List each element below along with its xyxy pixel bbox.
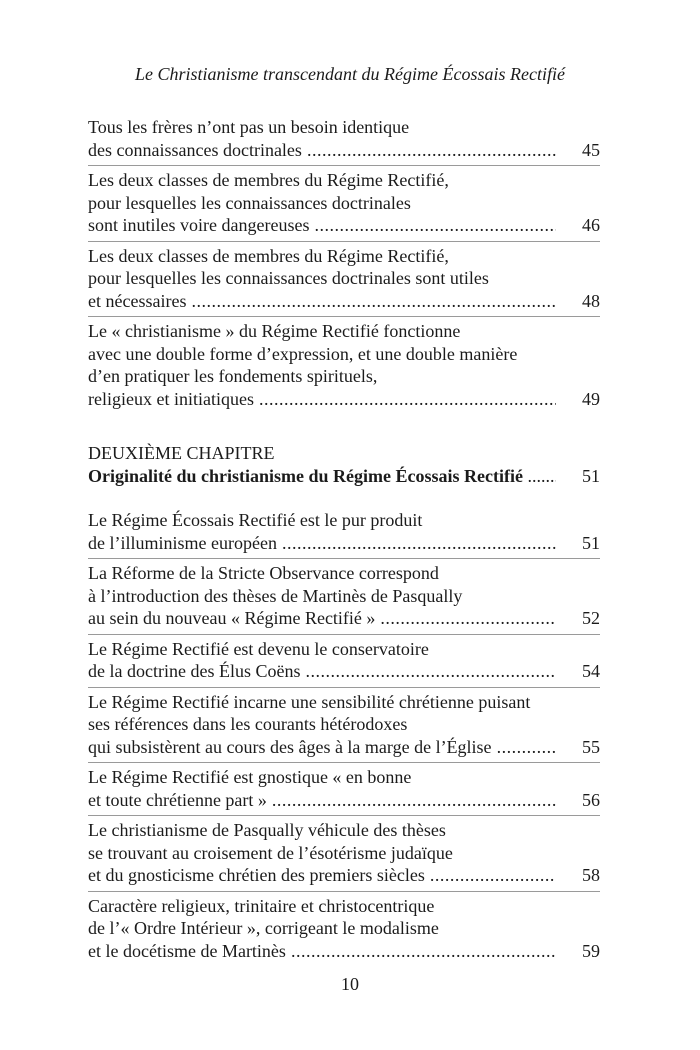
toc-entry (88, 116, 600, 166)
toc-entry-text (88, 116, 556, 161)
toc-entry-line: qui subsistèrent au cours des âges à la marge de l’Église ..... (88, 736, 556, 759)
toc-entry-text (88, 320, 556, 410)
toc-entry-line: à l’introduction des thèses de Martinès de Pasqually (88, 585, 463, 606)
toc-entry (88, 320, 600, 414)
toc-entry (88, 638, 600, 688)
toc-entry-line: des connaissances doctrinales ..... (88, 139, 556, 162)
toc-entry (88, 245, 600, 318)
chapter-heading (88, 442, 600, 487)
toc-entry-text (88, 509, 556, 554)
toc-entry-line: d’en pratiquer les fondements spirituels, (88, 366, 378, 386)
toc-entry-line: de la doctrine des Élus Coëns ..... (88, 660, 556, 683)
toc-entry-text (88, 562, 556, 630)
toc-entry-line: Caractère religieux, trinitaire et christocentrique (88, 895, 435, 916)
toc-page-number: 59 (582, 940, 600, 961)
chapter-title-row (88, 465, 600, 488)
toc-entry-line: se trouvant au croisement de l’ésotérisme judaïque (88, 842, 453, 863)
toc-entry-line: sont inutiles voire dangereuses ..... (88, 214, 556, 237)
page-number: 10 (341, 974, 359, 994)
toc-entry-line: au sein du nouveau « Régime Rectifié » ..... (88, 607, 556, 630)
toc-entry-line: Le Régime Écossais Rectifié est le pur produit (88, 510, 423, 530)
toc-entry (88, 691, 600, 764)
running-header: Le Christianisme transcendant du Régime Écossais Rectifié (135, 64, 565, 84)
toc-entry-text (88, 638, 556, 683)
toc-entry-line: Tous les frères n’ont pas un besoin identique (88, 117, 410, 137)
toc-page-number: 52 (582, 608, 600, 628)
toc-entry-line: ses références dans les courants hétérodoxes (88, 714, 408, 734)
toc-page-number: 54 (582, 661, 600, 681)
toc-entry (88, 562, 600, 635)
toc-section-before (88, 116, 600, 414)
toc-entry-line: et nécessaires ..... (88, 290, 556, 313)
toc-entry-text (88, 169, 556, 237)
toc-section-after (88, 509, 600, 966)
toc-entry-text (88, 691, 556, 759)
toc-page-number: 46 (582, 215, 600, 235)
toc-entry-text (88, 895, 556, 963)
toc-page-number: 48 (582, 290, 600, 311)
toc-entry-line: Le Régime Rectifié incarne une sensibilité chrétienne puisant (88, 691, 531, 712)
toc-entry-text (88, 245, 556, 313)
toc-page-number: 58 (582, 865, 600, 885)
toc-entry (88, 766, 600, 816)
toc-entry-line: Le Régime Rectifié est devenu le conservatoire (88, 638, 429, 659)
table-of-contents (88, 116, 600, 969)
toc-page-number: 56 (582, 789, 600, 810)
toc-entry-text (88, 766, 556, 811)
chapter-title: Originalité du christianisme du Régime Écossais Rectifié ..... (88, 465, 556, 488)
toc-entry-line: Le Régime Rectifié est gnostique « en bonne (88, 767, 412, 787)
toc-entry-line: de l’« Ordre Intérieur », corrigeant le modalisme (88, 918, 439, 938)
toc-entry-line: et toute chrétienne part » ..... (88, 789, 556, 812)
toc-entry-line: La Réforme de la Stricte Observance correspond (88, 563, 439, 583)
toc-page-number: 45 (582, 139, 600, 160)
toc-entry (88, 169, 600, 242)
toc-entry-line: avec une double forme d’expression, et une double manière (88, 343, 518, 364)
toc-entry-line: Les deux classes de membres du Régime Rectifié, (88, 170, 449, 190)
toc-page-number: 51 (582, 532, 600, 553)
toc-entry-line: Le « christianisme » du Régime Rectifié fonctionne (88, 321, 461, 341)
chapter-page-number: 51 (582, 465, 600, 486)
toc-page-number: 49 (582, 388, 600, 409)
toc-entry-text (88, 819, 556, 887)
toc-entry (88, 819, 600, 892)
toc-entry (88, 895, 600, 967)
toc-entry-line: pour lesquelles les connaissances doctrinales (88, 192, 411, 213)
toc-entry-line: religieux et initiatiques ..... (88, 388, 556, 411)
toc-entry-line: de l’illuminisme européen ..... (88, 532, 556, 555)
toc-page-number: 55 (582, 736, 600, 757)
toc-entry-line: Les deux classes de membres du Régime Rectifié, (88, 245, 449, 266)
toc-entry-line: pour lesquelles les connaissances doctrinales sont utiles (88, 268, 489, 288)
toc-entry (88, 509, 600, 559)
toc-entry-line: Le christianisme de Pasqually véhicule des thèses (88, 820, 446, 840)
chapter-label: DEUXIÈME CHAPITRE (88, 443, 275, 463)
toc-entry-line: et le docétisme de Martinès ..... (88, 940, 556, 963)
toc-entry-line: et du gnosticisme chrétien des premiers siècles ..... (88, 864, 556, 887)
